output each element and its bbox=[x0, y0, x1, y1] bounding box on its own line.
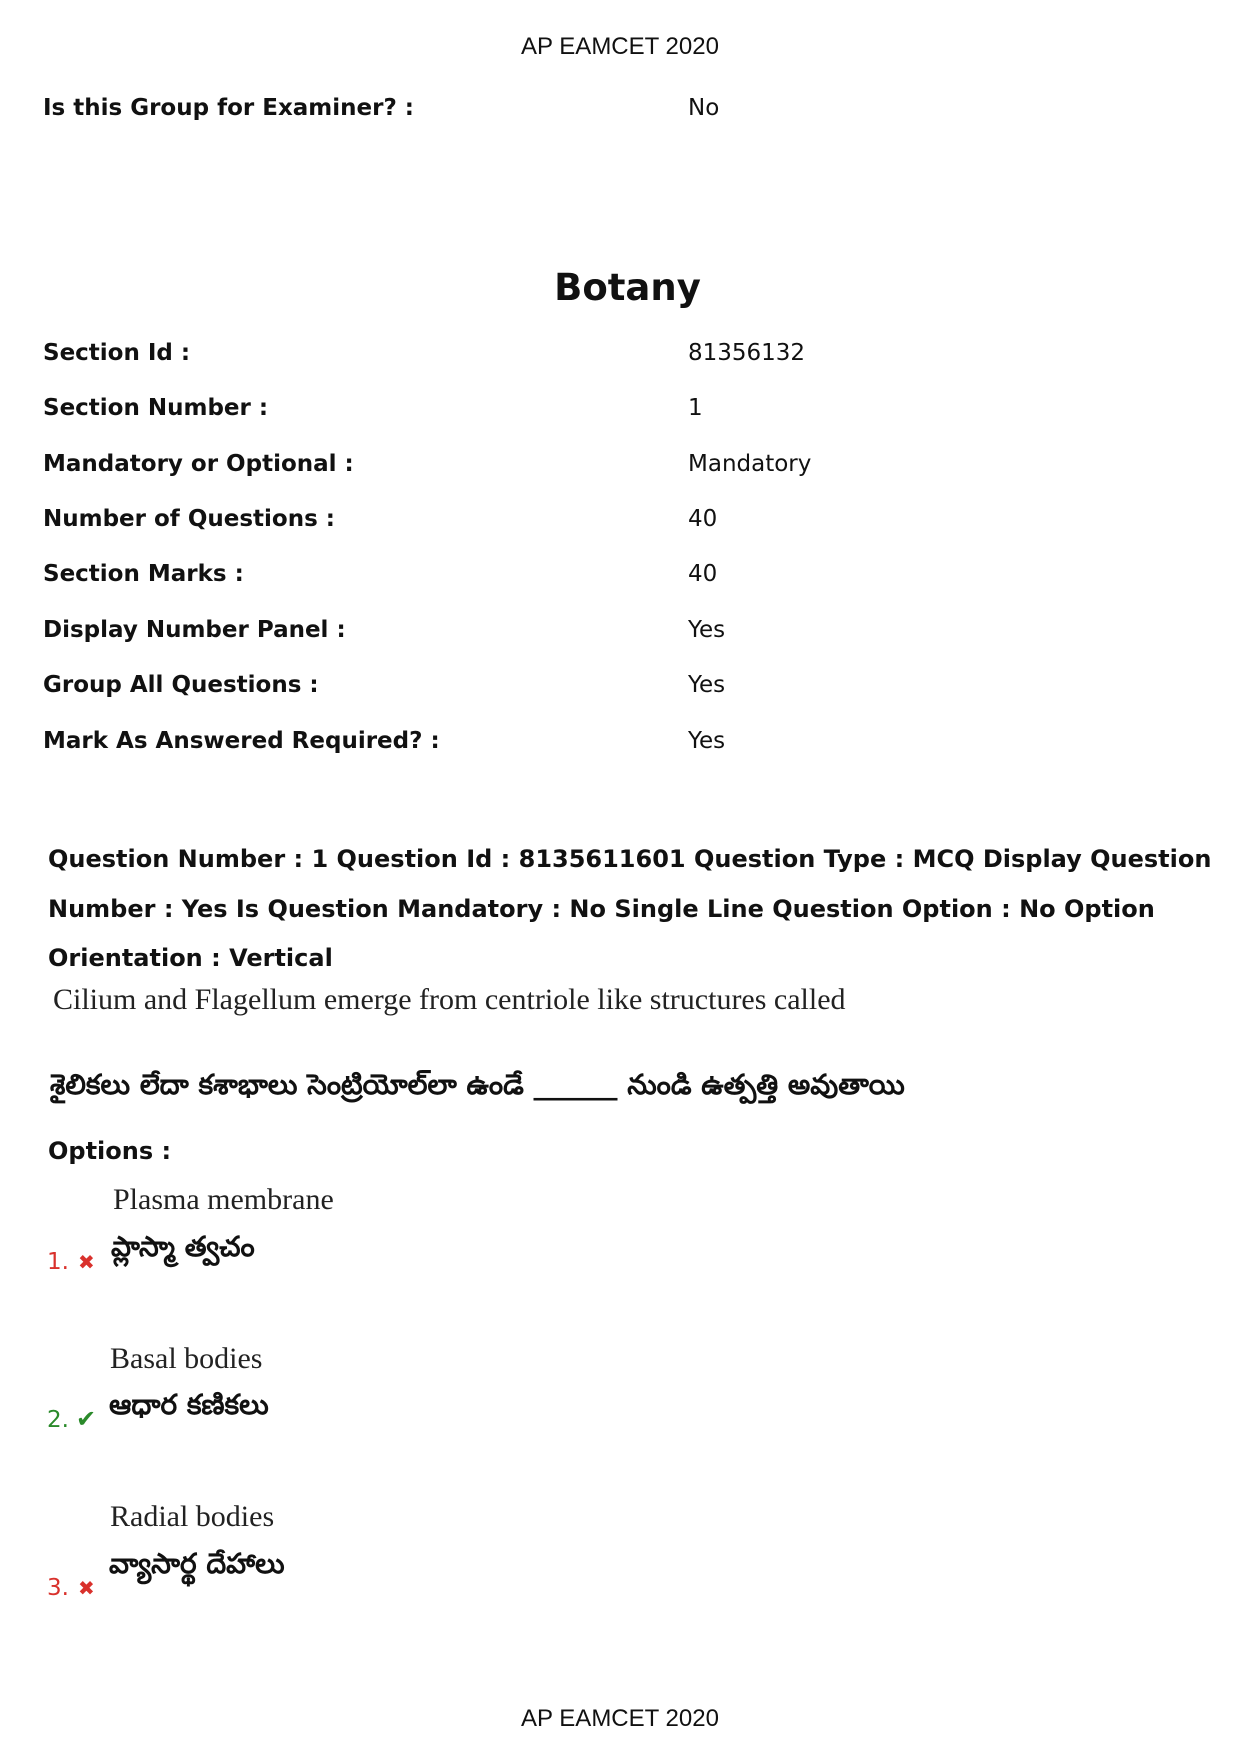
field-label: Mandatory or Optional : bbox=[43, 451, 354, 477]
field-label: Section Marks : bbox=[43, 561, 244, 587]
display-panel-row bbox=[43, 617, 1193, 647]
check-icon: ✔ bbox=[76, 1405, 97, 1433]
field-value: Yes bbox=[688, 617, 726, 643]
field-label: Group All Questions : bbox=[43, 672, 319, 698]
question-meta-line: Orientation : Vertical bbox=[48, 944, 333, 972]
section-number-row bbox=[43, 395, 1193, 425]
examiner-row bbox=[43, 95, 1193, 125]
field-value: Mandatory bbox=[688, 451, 812, 477]
question-text-telugu: శైలికలు లేదా కశాభాలు సెంట్రియోల్‌లా ఉండే ______ నుండి ఉత్పత్తి అవుతాయి bbox=[50, 1068, 905, 1101]
num-questions-row bbox=[43, 506, 1193, 536]
option-text-english: Radial bodies bbox=[110, 1500, 275, 1533]
option-text-english: Basal bodies bbox=[110, 1342, 263, 1375]
field-label: Display Number Panel : bbox=[43, 617, 346, 643]
field-value: 40 bbox=[688, 506, 718, 532]
option-number: 3. bbox=[47, 1575, 69, 1601]
question-meta-line: Question Number : 1 Question Id : 8135611601 Question Type : MCQ Display Question bbox=[48, 845, 1212, 873]
examiner-label: Is this Group for Examiner? : bbox=[43, 95, 415, 121]
field-value: Yes bbox=[688, 672, 726, 698]
field-label: Number of Questions : bbox=[43, 506, 335, 532]
field-label: Section Number : bbox=[43, 395, 269, 421]
option-number: 2. bbox=[47, 1407, 69, 1433]
option-text-telugu: వ్యాసార్థ దేహాలు bbox=[109, 1547, 285, 1580]
option-text-telugu: ప్లాస్మా త్వచం bbox=[111, 1230, 255, 1263]
group-questions-row bbox=[43, 672, 1193, 702]
page-header: AP EAMCET 2020 bbox=[521, 33, 719, 60]
option-number: 1. bbox=[47, 1249, 69, 1275]
field-value: 1 bbox=[688, 395, 703, 421]
question-meta-line: Number : Yes Is Question Mandatory : No Single Line Question Option : No Option bbox=[48, 894, 1155, 923]
question-meta bbox=[48, 835, 1212, 984]
section-marks-row bbox=[43, 561, 1193, 591]
field-value: Yes bbox=[688, 728, 726, 754]
section-id-row bbox=[43, 340, 1193, 370]
mandatory-row bbox=[43, 451, 1193, 481]
page-footer: AP EAMCET 2020 bbox=[521, 1705, 719, 1732]
field-value: 81356132 bbox=[688, 340, 806, 366]
question-text-english: Cilium and Flagellum emerge from centriole like structures called bbox=[53, 983, 846, 1016]
section-title: Botany bbox=[554, 266, 701, 309]
mark-answered-row bbox=[43, 728, 1193, 758]
field-label: Mark As Answered Required? : bbox=[43, 728, 440, 754]
cross-icon: ✖ bbox=[78, 1576, 95, 1600]
field-label: Section Id : bbox=[43, 340, 191, 366]
option-text-english: Plasma membrane bbox=[113, 1183, 334, 1216]
options-label: Options : bbox=[48, 1137, 172, 1165]
examiner-value: No bbox=[688, 95, 720, 121]
cross-icon: ✖ bbox=[78, 1250, 95, 1274]
field-value: 40 bbox=[688, 561, 718, 587]
option-text-telugu: ఆధార కణికలు bbox=[109, 1388, 269, 1421]
